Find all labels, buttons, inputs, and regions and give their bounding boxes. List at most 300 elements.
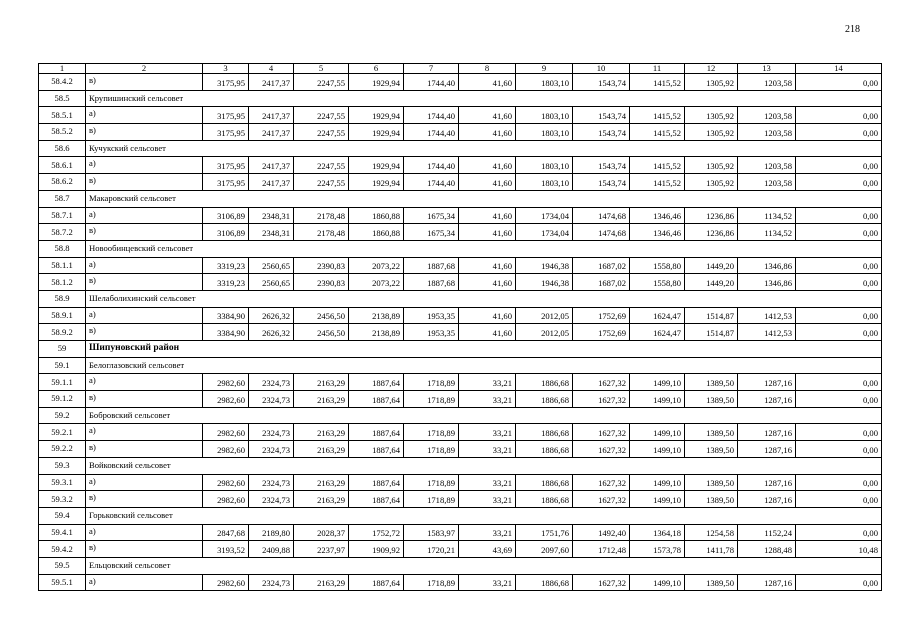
value-cell: 0,00 [796,207,882,224]
value-cell: 1415,52 [630,157,685,174]
value-cell: 2247,55 [294,74,349,91]
column-number-cell: 5 [294,64,349,74]
row-code: 59.1.1 [39,374,86,391]
value-cell: 1287,16 [738,374,796,391]
value-cell: 0,00 [796,474,882,491]
value-cell: 1887,64 [349,441,404,458]
value-cell: 1514,87 [685,307,738,324]
table-row [39,391,882,408]
value-cell: 1627,32 [573,424,630,441]
value-cell: 2163,29 [294,491,349,508]
value-cell: 1288,48 [738,541,796,558]
value-cell: 0,00 [796,574,882,591]
value-cell: 1152,24 [738,524,796,541]
table-body [39,64,882,591]
value-cell: 1687,02 [573,274,630,291]
row-code: 58.8 [39,240,86,257]
value-cell: 43,69 [459,541,516,558]
value-cell: 2237,97 [294,541,349,558]
value-cell: 0,00 [796,374,882,391]
section-row [39,507,882,524]
value-cell: 33,21 [459,474,516,491]
value-cell: 0,00 [796,524,882,541]
value-cell: 1718,89 [404,424,459,441]
value-cell: 1558,80 [630,257,685,274]
row-label: а) [86,574,203,591]
value-cell: 0,00 [796,391,882,408]
value-cell: 1744,40 [404,157,459,174]
value-cell: 1887,64 [349,491,404,508]
table-row [39,174,882,191]
value-cell: 1499,10 [630,441,685,458]
value-cell: 41,60 [459,107,516,124]
section-title: Белоглазовский сельсовет [86,357,882,374]
value-cell: 0,00 [796,224,882,241]
row-code: 59.3.1 [39,474,86,491]
table-row [39,157,882,174]
row-code: 58.9 [39,290,86,307]
value-cell: 1449,20 [685,274,738,291]
value-cell: 2028,37 [294,524,349,541]
value-cell: 1953,35 [404,324,459,341]
value-cell: 1492,40 [573,524,630,541]
region-title: Шипуновский район [86,341,882,358]
value-cell: 2324,73 [249,374,294,391]
value-cell: 1887,64 [349,424,404,441]
value-cell: 41,60 [459,224,516,241]
value-cell: 2097,60 [516,541,573,558]
value-cell: 2390,83 [294,274,349,291]
section-row [39,90,882,107]
value-cell: 1499,10 [630,391,685,408]
value-cell: 1624,47 [630,307,685,324]
value-cell: 1886,68 [516,441,573,458]
value-cell: 1803,10 [516,107,573,124]
value-cell: 3384,90 [203,324,249,341]
row-label: в) [86,274,203,291]
row-label: в) [86,391,203,408]
value-cell: 1886,68 [516,374,573,391]
value-cell: 1929,94 [349,157,404,174]
section-title: Шелаболихинский сельсовет [86,290,882,307]
value-cell: 1627,32 [573,574,630,591]
value-cell: 1543,74 [573,174,630,191]
value-cell: 1474,68 [573,224,630,241]
column-number-cell: 7 [404,64,459,74]
row-code: 59 [39,341,86,358]
row-code: 59.3 [39,457,86,474]
section-title: Бобровский сельсовет [86,407,882,424]
column-number-cell: 14 [796,64,882,74]
table-row [39,74,882,91]
value-cell: 2324,73 [249,424,294,441]
section-row [39,290,882,307]
row-code: 58.7 [39,190,86,207]
value-cell: 33,21 [459,374,516,391]
value-cell: 1886,68 [516,424,573,441]
value-cell: 2163,29 [294,424,349,441]
value-cell: 1543,74 [573,124,630,141]
table-row [39,491,882,508]
value-cell: 1718,89 [404,474,459,491]
table-row [39,574,882,591]
value-cell: 1751,76 [516,524,573,541]
row-code: 58.6 [39,140,86,157]
page-number: 218 [845,24,860,35]
value-cell: 1305,92 [685,107,738,124]
value-cell: 33,21 [459,574,516,591]
value-cell: 2626,32 [249,324,294,341]
value-cell: 1287,16 [738,491,796,508]
row-code: 59.2 [39,407,86,424]
value-cell: 1203,58 [738,107,796,124]
value-cell: 2847,68 [203,524,249,541]
row-code: 59.5.1 [39,574,86,591]
value-cell: 1946,38 [516,274,573,291]
value-cell: 41,60 [459,124,516,141]
table-row [39,124,882,141]
value-cell: 1514,87 [685,324,738,341]
section-row [39,557,882,574]
value-cell: 1752,72 [349,524,404,541]
value-cell: 2163,29 [294,474,349,491]
value-cell: 1627,32 [573,374,630,391]
row-code: 59.1.2 [39,391,86,408]
value-cell: 0,00 [796,124,882,141]
row-code: 58.9.2 [39,324,86,341]
value-cell: 2163,29 [294,574,349,591]
value-cell: 2417,37 [249,107,294,124]
value-cell: 1734,04 [516,224,573,241]
row-label: в) [86,74,203,91]
row-label: в) [86,541,203,558]
value-cell: 0,00 [796,174,882,191]
value-cell: 1543,74 [573,74,630,91]
value-cell: 1887,68 [404,274,459,291]
table-row [39,474,882,491]
value-cell: 1946,38 [516,257,573,274]
row-label: в) [86,124,203,141]
value-cell: 1346,86 [738,274,796,291]
section-title: Горьковский сельсовет [86,507,882,524]
column-number-cell: 1 [39,64,86,74]
value-cell: 3384,90 [203,307,249,324]
section-row [39,190,882,207]
row-code: 58.7.2 [39,224,86,241]
value-cell: 2982,60 [203,441,249,458]
row-code: 59.1 [39,357,86,374]
value-cell: 1718,89 [404,491,459,508]
value-cell: 33,21 [459,524,516,541]
value-cell: 1499,10 [630,424,685,441]
value-cell: 1887,64 [349,574,404,591]
value-cell: 0,00 [796,441,882,458]
value-cell: 2324,73 [249,391,294,408]
value-cell: 1305,92 [685,174,738,191]
value-cell: 1449,20 [685,257,738,274]
value-cell: 3175,95 [203,124,249,141]
section-title: Макаровский сельсовет [86,190,882,207]
column-number-cell: 2 [86,64,203,74]
table-row [39,541,882,558]
value-cell: 41,60 [459,257,516,274]
row-code: 58.7.1 [39,207,86,224]
value-cell: 2012,05 [516,307,573,324]
value-cell: 1627,32 [573,474,630,491]
value-cell: 0,00 [796,107,882,124]
value-cell: 1346,46 [630,224,685,241]
region-row [39,341,882,358]
value-cell: 1803,10 [516,174,573,191]
value-cell: 2560,65 [249,274,294,291]
value-cell: 1236,86 [685,224,738,241]
value-cell: 1583,97 [404,524,459,541]
row-label: в) [86,441,203,458]
value-cell: 1389,50 [685,491,738,508]
row-label: а) [86,474,203,491]
value-cell: 33,21 [459,441,516,458]
row-code: 59.4.2 [39,541,86,558]
value-cell: 2324,73 [249,491,294,508]
value-cell: 1203,58 [738,124,796,141]
value-cell: 1346,86 [738,257,796,274]
value-cell: 1203,58 [738,157,796,174]
column-number-cell: 6 [349,64,404,74]
table-row [39,257,882,274]
table-row [39,274,882,291]
value-cell: 1734,04 [516,207,573,224]
value-cell: 1389,50 [685,391,738,408]
row-code: 59.3.2 [39,491,86,508]
value-cell: 1558,80 [630,274,685,291]
value-cell: 2012,05 [516,324,573,341]
value-cell: 41,60 [459,207,516,224]
value-cell: 1712,48 [573,541,630,558]
value-cell: 1203,58 [738,74,796,91]
value-cell: 1718,89 [404,374,459,391]
section-title: Ельцовский сельсовет [86,557,882,574]
value-cell: 2247,55 [294,157,349,174]
value-cell: 1287,16 [738,574,796,591]
table-row [39,224,882,241]
value-cell: 1499,10 [630,374,685,391]
value-cell: 2163,29 [294,374,349,391]
value-cell: 1860,88 [349,207,404,224]
table-row [39,307,882,324]
table-row [39,324,882,341]
value-cell: 1718,89 [404,391,459,408]
value-cell: 1720,21 [404,541,459,558]
row-code: 58.6.1 [39,157,86,174]
value-cell: 2138,89 [349,307,404,324]
value-cell: 41,60 [459,324,516,341]
value-cell: 2348,31 [249,224,294,241]
row-label: а) [86,257,203,274]
value-cell: 0,00 [796,274,882,291]
section-row [39,407,882,424]
value-cell: 1687,02 [573,257,630,274]
value-cell: 41,60 [459,307,516,324]
value-cell: 1389,50 [685,474,738,491]
value-cell: 1287,16 [738,424,796,441]
value-cell: 1752,69 [573,307,630,324]
table-row [39,424,882,441]
value-cell: 2324,73 [249,441,294,458]
row-code: 58.1.2 [39,274,86,291]
value-cell: 1887,64 [349,374,404,391]
column-number-cell: 10 [573,64,630,74]
value-cell: 41,60 [459,74,516,91]
value-cell: 2073,22 [349,274,404,291]
row-label: а) [86,307,203,324]
value-cell: 2409,88 [249,541,294,558]
column-number-cell: 4 [249,64,294,74]
value-cell: 1803,10 [516,74,573,91]
value-cell: 2163,29 [294,391,349,408]
value-cell: 1675,34 [404,207,459,224]
value-cell: 41,60 [459,174,516,191]
value-cell: 2073,22 [349,257,404,274]
value-cell: 1929,94 [349,107,404,124]
value-cell: 2456,50 [294,307,349,324]
value-cell: 2560,65 [249,257,294,274]
value-cell: 1886,68 [516,474,573,491]
tariff-table [38,63,882,591]
value-cell: 1929,94 [349,74,404,91]
value-cell: 1236,86 [685,207,738,224]
value-cell: 1909,92 [349,541,404,558]
value-cell: 2247,55 [294,174,349,191]
row-label: а) [86,157,203,174]
value-cell: 1744,40 [404,174,459,191]
value-cell: 1744,40 [404,74,459,91]
value-cell: 1389,50 [685,441,738,458]
row-label: в) [86,174,203,191]
value-cell: 2178,48 [294,224,349,241]
value-cell: 1744,40 [404,124,459,141]
row-label: а) [86,424,203,441]
row-label: а) [86,374,203,391]
value-cell: 33,21 [459,491,516,508]
column-number-cell: 11 [630,64,685,74]
value-cell: 1346,46 [630,207,685,224]
value-cell: 41,60 [459,157,516,174]
value-cell: 2247,55 [294,124,349,141]
value-cell: 0,00 [796,491,882,508]
row-label: в) [86,324,203,341]
section-title: Кучукский сельсовет [86,140,882,157]
row-label: а) [86,207,203,224]
value-cell: 2324,73 [249,574,294,591]
column-number-cell: 9 [516,64,573,74]
value-cell: 1364,18 [630,524,685,541]
value-cell: 1412,53 [738,324,796,341]
value-cell: 2417,37 [249,174,294,191]
value-cell: 1573,78 [630,541,685,558]
table-row [39,207,882,224]
section-row [39,140,882,157]
value-cell: 2982,60 [203,391,249,408]
value-cell: 1305,92 [685,74,738,91]
row-code: 58.6.2 [39,174,86,191]
value-cell: 2189,80 [249,524,294,541]
section-title: Новообинцевский сельсовет [86,240,882,257]
value-cell: 1627,32 [573,391,630,408]
value-cell: 1627,32 [573,491,630,508]
value-cell: 2456,50 [294,324,349,341]
value-cell: 2138,89 [349,324,404,341]
row-code: 58.5.2 [39,124,86,141]
value-cell: 2982,60 [203,491,249,508]
value-cell: 3175,95 [203,74,249,91]
value-cell: 2982,60 [203,574,249,591]
value-cell: 1543,74 [573,107,630,124]
value-cell: 41,60 [459,274,516,291]
table-row [39,524,882,541]
value-cell: 0,00 [796,307,882,324]
value-cell: 1887,64 [349,391,404,408]
value-cell: 1543,74 [573,157,630,174]
value-cell: 1305,92 [685,124,738,141]
section-row [39,457,882,474]
value-cell: 1929,94 [349,174,404,191]
value-cell: 1953,35 [404,307,459,324]
value-cell: 1887,68 [404,257,459,274]
row-code: 59.2.1 [39,424,86,441]
value-cell: 0,00 [796,157,882,174]
value-cell: 2390,83 [294,257,349,274]
value-cell: 1287,16 [738,441,796,458]
value-cell: 3106,89 [203,207,249,224]
value-cell: 1624,47 [630,324,685,341]
row-code: 58.5.1 [39,107,86,124]
value-cell: 1287,16 [738,391,796,408]
value-cell: 2982,60 [203,374,249,391]
value-cell: 1860,88 [349,224,404,241]
value-cell: 1389,50 [685,424,738,441]
value-cell: 2348,31 [249,207,294,224]
section-row [39,357,882,374]
value-cell: 1415,52 [630,107,685,124]
value-cell: 1675,34 [404,224,459,241]
value-cell: 1718,89 [404,441,459,458]
value-cell: 0,00 [796,74,882,91]
value-cell: 1389,50 [685,374,738,391]
value-cell: 1887,64 [349,474,404,491]
value-cell: 0,00 [796,324,882,341]
row-code: 58.1.1 [39,257,86,274]
value-cell: 1499,10 [630,574,685,591]
value-cell: 2417,37 [249,124,294,141]
value-cell: 1929,94 [349,124,404,141]
column-number-cell: 3 [203,64,249,74]
value-cell: 1744,40 [404,107,459,124]
value-cell: 2417,37 [249,157,294,174]
value-cell: 2178,48 [294,207,349,224]
value-cell: 1134,52 [738,224,796,241]
value-cell: 1415,52 [630,124,685,141]
section-title: Крупишинский сельсовет [86,90,882,107]
value-cell: 3319,23 [203,274,249,291]
value-cell: 3175,95 [203,174,249,191]
value-cell: 0,00 [796,257,882,274]
value-cell: 1254,58 [685,524,738,541]
row-code: 59.4 [39,507,86,524]
value-cell: 1389,50 [685,574,738,591]
value-cell: 1305,92 [685,157,738,174]
row-code: 58.9.1 [39,307,86,324]
value-cell: 1718,89 [404,574,459,591]
